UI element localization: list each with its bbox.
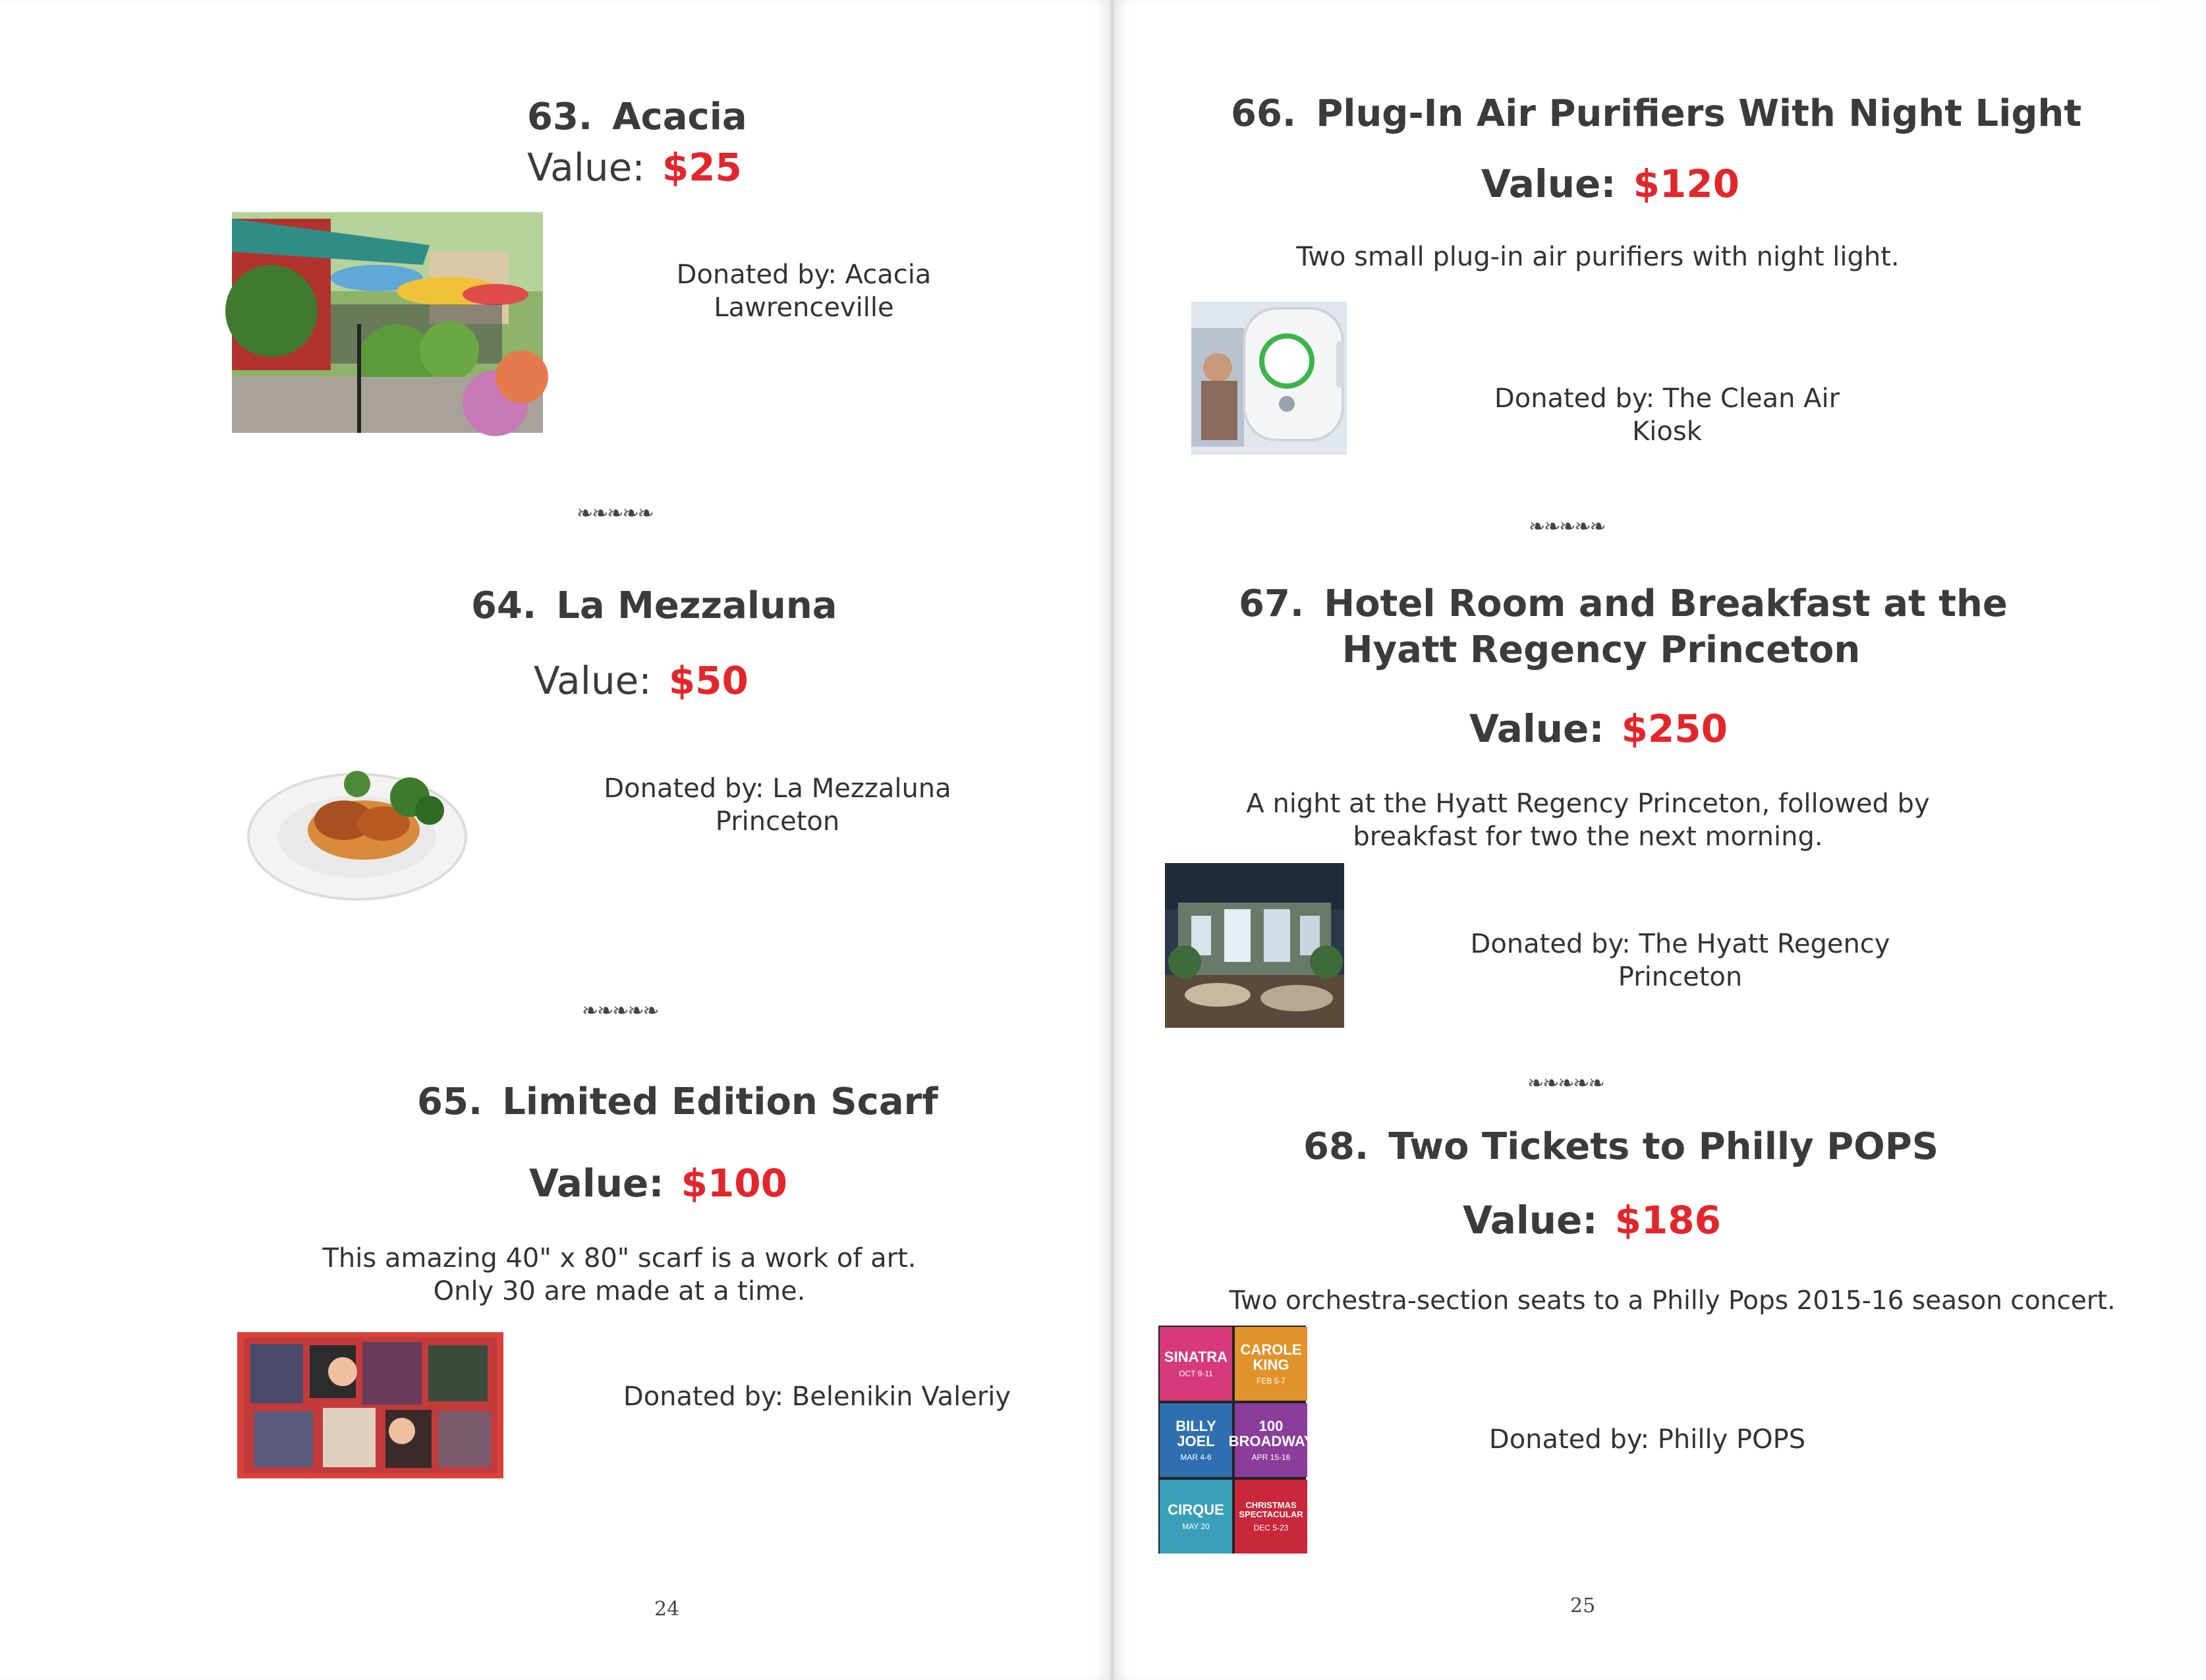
section-divider: ❧❧❧❧❧	[577, 502, 653, 525]
item-name: Limited Edition Scarf	[502, 1080, 938, 1123]
item-67-description	[1226, 787, 1950, 853]
description-line: Only 30 are made at a time.	[433, 1276, 806, 1306]
value-label: Value:	[1463, 1198, 1598, 1243]
description-line: This amazing 40" x 80" scarf is a work of art.	[322, 1243, 917, 1274]
value-label: Value:	[534, 658, 652, 703]
item-name: Acacia	[612, 96, 747, 138]
item-67-title	[1239, 581, 2008, 673]
poster-tile	[1160, 1403, 1232, 1477]
item-68-value-line	[1463, 1198, 1721, 1243]
poster-date: OCT 9-11	[1179, 1368, 1213, 1378]
item-65-value-line	[529, 1161, 787, 1206]
item-66-value-line	[1481, 161, 1739, 206]
item-68-donor: Donated by: Philly POPS	[1488, 1424, 1806, 1455]
item-name: La Mezzaluna	[556, 584, 837, 627]
value-label: Value:	[527, 145, 645, 190]
donor-line: Princeton	[715, 806, 840, 837]
item-number: 65.	[417, 1080, 483, 1123]
air-purifier-photo-icon	[1191, 302, 1347, 455]
section-divider: ❧❧❧❧❧	[582, 999, 658, 1022]
book-spine	[1111, 0, 1114, 1680]
restaurant-patio-photo-icon	[232, 212, 543, 433]
painted-scarf-photo-icon	[237, 1332, 503, 1478]
item-64-value-line	[534, 658, 749, 703]
item-68-price: $186	[1614, 1198, 1721, 1243]
item-63-value-line	[527, 145, 742, 190]
description-line: A night at the Hyatt Regency Princeton, followed by	[1246, 789, 1930, 819]
item-63-donor	[606, 258, 1002, 324]
item-65-title	[417, 1080, 938, 1123]
item-67-value-line	[1469, 706, 1728, 751]
item-name-line: Hotel Room and Breakfast at the	[1324, 582, 2008, 625]
item-64-price: $50	[668, 658, 749, 703]
value-label: Value:	[1481, 161, 1616, 206]
item-65-price: $100	[681, 1161, 787, 1206]
item-63-title	[527, 96, 747, 138]
poster-date: APR 15-16	[1251, 1453, 1291, 1463]
value-label: Value:	[529, 1161, 664, 1206]
item-67-price: $250	[1621, 706, 1728, 751]
poster-tile	[1235, 1480, 1307, 1554]
value-label: Value:	[1469, 706, 1604, 751]
poster-date: DEC 5-23	[1253, 1523, 1289, 1532]
item-name: Two Tickets to Philly POPS	[1388, 1125, 1939, 1168]
item-name: Plug-In Air Purifiers With Night Light	[1316, 92, 2082, 135]
item-63-price: $25	[662, 145, 742, 190]
poster-tile	[1160, 1327, 1232, 1401]
item-67-donor: Donated by: The Hyatt Regency Princeton	[1470, 929, 1890, 992]
poster-date: FEB 5-7	[1256, 1376, 1286, 1386]
item-66-description: Two small plug-in air purifiers with night light.	[1296, 242, 1900, 272]
description-line: breakfast for two the next morning.	[1353, 822, 1823, 852]
donor-line: Donated by: Acacia	[676, 260, 932, 290]
poster-title: SINATRA	[1164, 1349, 1228, 1366]
item-number: 63.	[527, 96, 593, 138]
item-65-donor: Donated by: Belenikin Valeriy	[623, 1382, 1011, 1412]
poster-date: MAR 4-6	[1180, 1453, 1212, 1463]
item-65-description	[290, 1242, 949, 1308]
item-number: 68.	[1303, 1125, 1369, 1168]
poster-grid	[1158, 1326, 1314, 1555]
hotel-atrium-photo-icon	[1165, 863, 1344, 1028]
item-name-line: Hyatt Regency Princeton	[1342, 629, 1861, 671]
donor-line: Donated by: La Mezzaluna	[604, 773, 951, 804]
plated-dish-photo-icon	[245, 731, 490, 906]
item-66-donor: Donated by: The Clean Air Kiosk	[1494, 383, 1840, 447]
poster-tile	[1160, 1480, 1232, 1554]
item-66-price: $120	[1633, 161, 1739, 206]
section-divider: ❧❧❧❧❧	[1527, 1072, 1604, 1095]
poster-title: BILLY JOEL	[1175, 1417, 1216, 1449]
section-divider: ❧❧❧❧❧	[1529, 515, 1605, 538]
poster-title: CHRISTMAS SPECTACULAR	[1239, 1500, 1303, 1519]
page-number: 25	[1570, 1594, 1596, 1617]
poster-tile	[1228, 1403, 1314, 1477]
item-number: 67.	[1239, 582, 1305, 625]
poster-date: MAY 20	[1182, 1521, 1210, 1531]
item-64-title	[471, 584, 837, 627]
item-68-title	[1303, 1125, 1938, 1168]
item-66-title	[1231, 92, 2081, 135]
page-number: 24	[654, 1598, 680, 1621]
item-68-description: Two orchestra-section seats to a Philly Pops 2015-16 season concert.	[1229, 1286, 2116, 1316]
poster-title: CAROLE KING	[1240, 1341, 1302, 1373]
poster-title: 100 BROADWAY	[1228, 1417, 1314, 1449]
poster-title: CIRQUE	[1168, 1501, 1224, 1519]
donor-line: Lawrenceville	[714, 293, 894, 323]
item-number: 64.	[471, 584, 537, 627]
item-64-donor	[580, 772, 975, 838]
poster-tile	[1235, 1327, 1307, 1401]
concert-posters-photo-icon	[1158, 1326, 1314, 1554]
item-number: 66.	[1231, 92, 1297, 135]
